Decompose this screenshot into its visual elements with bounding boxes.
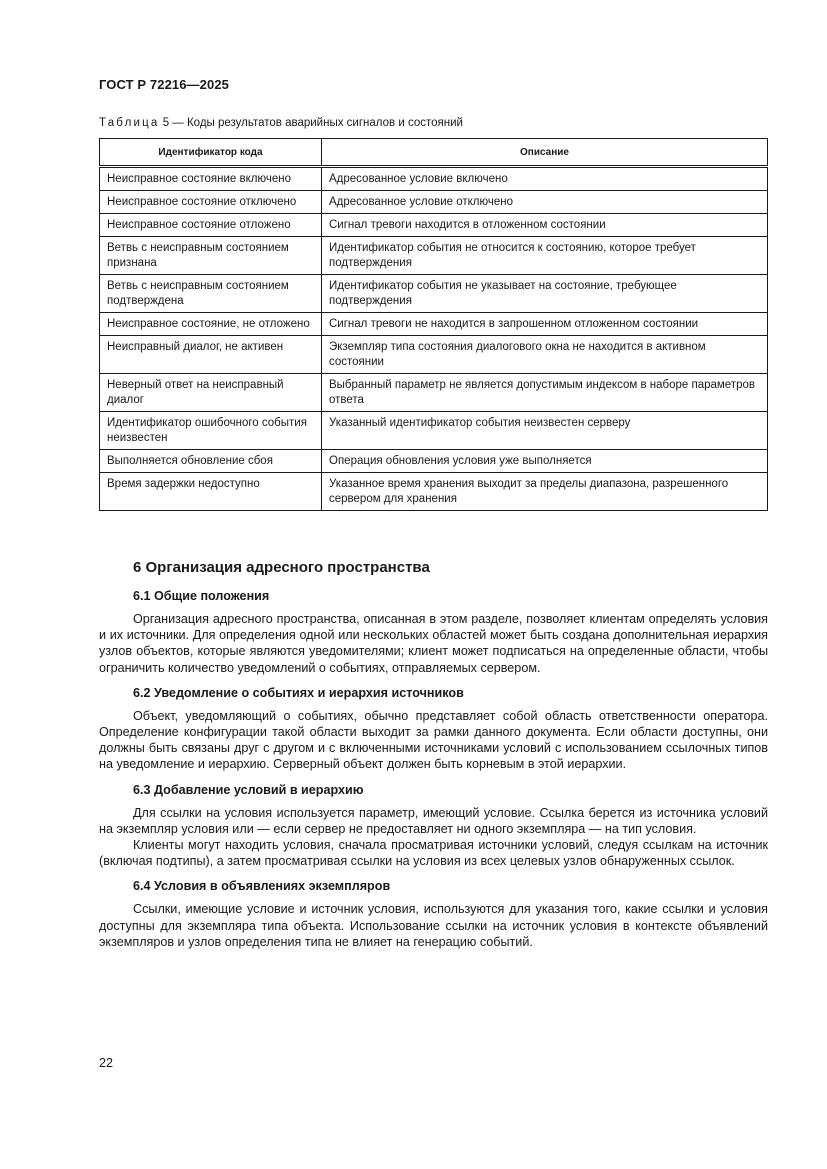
code-id-cell: Ветвь с неисправным состоянием подтверждена bbox=[100, 275, 322, 313]
body-paragraph: Для ссылки на условия используется параметр, имеющий условие. Ссылка берется из источника условий на экземпляр условия или — если сервер не предоставляет ни одного экземпляра — на тип условия. bbox=[99, 805, 768, 836]
table-caption-label: Таблица bbox=[99, 117, 160, 129]
description-cell: Экземпляр типа состояния диалогового окна не находится в активном состоянии bbox=[322, 336, 768, 374]
description-cell: Адресованное условие отключено bbox=[322, 191, 768, 214]
page-number: 22 bbox=[99, 1056, 114, 1070]
table-row bbox=[100, 450, 768, 473]
code-id-cell: Неисправное состояние включено bbox=[100, 167, 322, 191]
table-row bbox=[100, 313, 768, 336]
subsection-title: 6.2 Уведомление о событиях и иерархия источников bbox=[133, 685, 464, 700]
code-id-cell: Неисправное состояние отложено bbox=[100, 214, 322, 237]
description-cell: Указанный идентификатор события неизвестен серверу bbox=[322, 412, 768, 450]
body-paragraph: Ссылки, имеющие условие и источник условия, используются для указания того, какие ссылки и условия доступны для экземпляра типа объекта. Использование ссылки на источник условия в контексте объявлений экземпляров и узлов определения типа не влияет на генерацию событий. bbox=[99, 902, 768, 949]
code-id-cell: Неисправное состояние, не отложено bbox=[100, 313, 322, 336]
description-cell: Выбранный параметр не является допустимым индексом в наборе параметров ответа bbox=[322, 374, 768, 412]
table-row bbox=[100, 275, 768, 313]
description-cell: Операция обновления условия уже выполняется bbox=[322, 450, 768, 473]
description-cell: Адресованное условие включено bbox=[322, 167, 768, 191]
table-row bbox=[100, 214, 768, 237]
column-header-description: Описание bbox=[322, 139, 768, 167]
code-id-cell: Неверный ответ на неисправный диалог bbox=[100, 374, 322, 412]
body-paragraph: Клиенты могут находить условия, сначала просматривая источники условий, следуя ссылкам на источник (включая подтипы), а затем просматривая ссылки на условия из всех целевых узлов обнаруженных ссылок. bbox=[99, 838, 768, 869]
table-row bbox=[100, 237, 768, 275]
description-cell: Сигнал тревоги находится в отложенном состоянии bbox=[322, 214, 768, 237]
body-paragraph: Организация адресного пространства, описанная в этом разделе, позволяет клиентам определять условия и их источники. Для определения одной или нескольких областей может быть создана дополнительная иерархия узлов объектов, которые являются уведомителями; клиент может подписаться на определенные области, чтобы ограничить количество уведомлений о событиях, отправляемых сервером. bbox=[99, 612, 768, 675]
description-cell: Идентификатор события не относится к состоянию, которое требует подтверждения bbox=[322, 237, 768, 275]
table-caption-text: 5 — Коды результатов аварийных сигналов и состояний bbox=[159, 117, 463, 129]
subsection-title: 6.1 Общие положения bbox=[133, 589, 270, 603]
table-row bbox=[100, 473, 768, 511]
code-id-cell: Выполняется обновление сбоя bbox=[100, 450, 322, 473]
code-id-cell: Время задержки недоступно bbox=[100, 473, 322, 511]
table-body bbox=[100, 167, 768, 511]
code-id-cell: Неисправное состояние отключено bbox=[100, 191, 322, 214]
subsection-title: 6.3 Добавление условий в иерархию bbox=[133, 782, 364, 797]
code-id-cell: Идентификатор ошибочного события неизвестен bbox=[100, 412, 322, 450]
table-row bbox=[100, 167, 768, 191]
code-id-cell: Ветвь с неисправным состоянием признана bbox=[100, 237, 322, 275]
subsection-title: 6.4 Условия в объявлениях экземпляров bbox=[133, 879, 391, 894]
table-row bbox=[100, 336, 768, 374]
code-id-cell: Неисправный диалог, не активен bbox=[100, 336, 322, 374]
table-caption bbox=[99, 117, 463, 129]
section-title: 6 Организация адресного пространства bbox=[133, 559, 430, 576]
document-code-header: ГОСТ Р 72216—2025 bbox=[99, 77, 229, 92]
description-cell: Указанное время хранения выходит за пределы диапазона, разрешенного сервером для хранения bbox=[322, 473, 768, 511]
description-cell: Идентификатор события не указывает на состояние, требующее подтверждения bbox=[322, 275, 768, 313]
table-row bbox=[100, 412, 768, 450]
description-cell: Сигнал тревоги не находится в запрошенном отложенном состоянии bbox=[322, 313, 768, 336]
body-paragraph: Объект, уведомляющий о событиях, обычно представляет собой область ответственности оператора. Определение конфигурации такой области выходит за рамки данного документа. Если области доступны, они должны быть связаны друг с другом и с включенными источниками условий с использованием ссылочных типов на уведомление и иерархию. Серверный объект должен быть корневым в этой иерархии. bbox=[99, 708, 768, 772]
table-header-row bbox=[100, 139, 768, 167]
table-row bbox=[100, 191, 768, 214]
table-row bbox=[100, 374, 768, 412]
section-6-content bbox=[99, 558, 768, 950]
result-codes-table bbox=[99, 138, 768, 511]
column-header-code-id: Идентификатор кода bbox=[100, 139, 322, 167]
